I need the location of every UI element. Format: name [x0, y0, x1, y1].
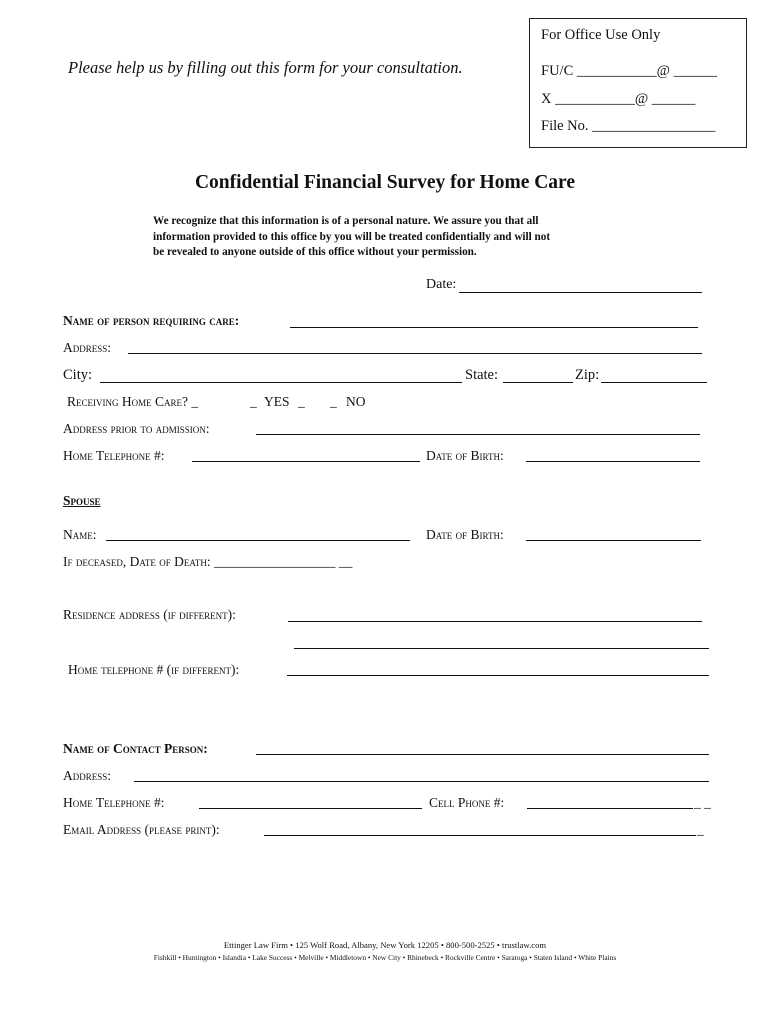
- date-of-birth-label: Date of Birth:: [426, 448, 504, 463]
- yes-blank[interactable]: _: [250, 394, 257, 409]
- contact-address-label: Address:: [63, 768, 112, 783]
- zip-field[interactable]: [601, 382, 707, 383]
- email-suffix: _: [697, 822, 704, 837]
- confidentiality-notice: [153, 214, 623, 261]
- residence-address-field-2[interactable]: [294, 648, 709, 649]
- state-field[interactable]: [503, 382, 573, 383]
- footer-address: Ettinger Law Firm • 125 Wolf Road, Albany, New York 12205 • 800-500-2525 • trustlaw.com: [223, 940, 547, 950]
- home-telephone-field[interactable]: [192, 461, 420, 462]
- yes-option[interactable]: YES: [264, 394, 290, 409]
- office-use-heading: For Office Use Only: [541, 27, 661, 43]
- contact-home-telephone-label: Home Telephone #:: [63, 795, 165, 810]
- email-field[interactable]: [264, 835, 696, 836]
- office-fuc-line: FU/C ___________@ ______: [541, 63, 718, 79]
- contact-home-telephone-field[interactable]: [199, 808, 422, 809]
- name-requiring-care-label: Name of person requiring care:: [63, 313, 240, 328]
- email-label: Email Address (please print):: [63, 822, 220, 837]
- name-requiring-care-field[interactable]: [290, 327, 698, 328]
- notice-line: be revealed to anyone outside of this office without your permission.: [153, 246, 477, 258]
- city-label: City:: [63, 367, 93, 383]
- cell-phone-label: Cell Phone #:: [429, 795, 505, 810]
- contact-name-field[interactable]: [256, 754, 709, 755]
- state-label: State:: [465, 367, 499, 383]
- cell-phone-field[interactable]: [527, 808, 693, 809]
- notice-line: information provided to this office by you will be treated confidentially and will not: [153, 230, 551, 243]
- contact-name-label: Name of Contact Person:: [63, 741, 208, 756]
- intro-text: Please help us by filling out this form for your consultation.: [68, 58, 463, 77]
- date-of-birth-field[interactable]: [526, 461, 700, 462]
- office-x-line: X ___________@ ______: [541, 91, 696, 107]
- spouse-name-field[interactable]: [106, 540, 410, 541]
- date-field[interactable]: [459, 292, 702, 293]
- cell-phone-suffix: _ _: [694, 795, 711, 810]
- address-prior-field[interactable]: [256, 434, 700, 435]
- spouse-date-of-birth-field[interactable]: [526, 540, 701, 541]
- contact-address-field[interactable]: [134, 781, 709, 782]
- office-file-no-line: File No. _________________: [541, 118, 716, 134]
- residence-address-label: Residence address (if different):: [63, 607, 236, 622]
- page-title: Confidential Financial Survey for Home Care: [194, 172, 576, 193]
- address-prior-label: Address prior to admission:: [63, 421, 210, 436]
- no-blank[interactable]: _: [298, 394, 305, 409]
- date-label: Date:: [426, 277, 457, 292]
- zip-label: Zip:: [575, 367, 600, 383]
- spouse-date-of-birth-label: Date of Birth:: [426, 527, 504, 542]
- address-label: Address:: [63, 340, 112, 355]
- spouse-deceased-line[interactable]: If deceased, Date of Death: __________________ __: [63, 554, 353, 569]
- no-option[interactable]: NO: [346, 394, 366, 409]
- spouse-heading: Spouse: [63, 493, 101, 508]
- spouse-name-label: Name:: [63, 527, 97, 542]
- receiving-home-care-label: Receiving Home Care? _: [67, 394, 199, 409]
- no-blank-2[interactable]: _: [330, 394, 337, 409]
- address-field[interactable]: [128, 353, 702, 354]
- spouse-home-telephone-label: Home telephone # (if different):: [68, 662, 240, 677]
- spouse-home-telephone-field[interactable]: [287, 675, 709, 676]
- city-field[interactable]: [100, 382, 462, 383]
- office-use-box: [529, 18, 747, 148]
- footer-locations: Fishkill • Huntington • Islandia • Lake Success • Melville • Middletown • New City • Rhinebeck • Rockville Centre • Saratoga • Staten Island • White Plains: [153, 953, 617, 962]
- notice-line: We recognize that this information is of a personal nature. We assure you that all: [153, 215, 539, 227]
- residence-address-field[interactable]: [288, 621, 702, 622]
- home-telephone-label: Home Telephone #:: [63, 448, 165, 463]
